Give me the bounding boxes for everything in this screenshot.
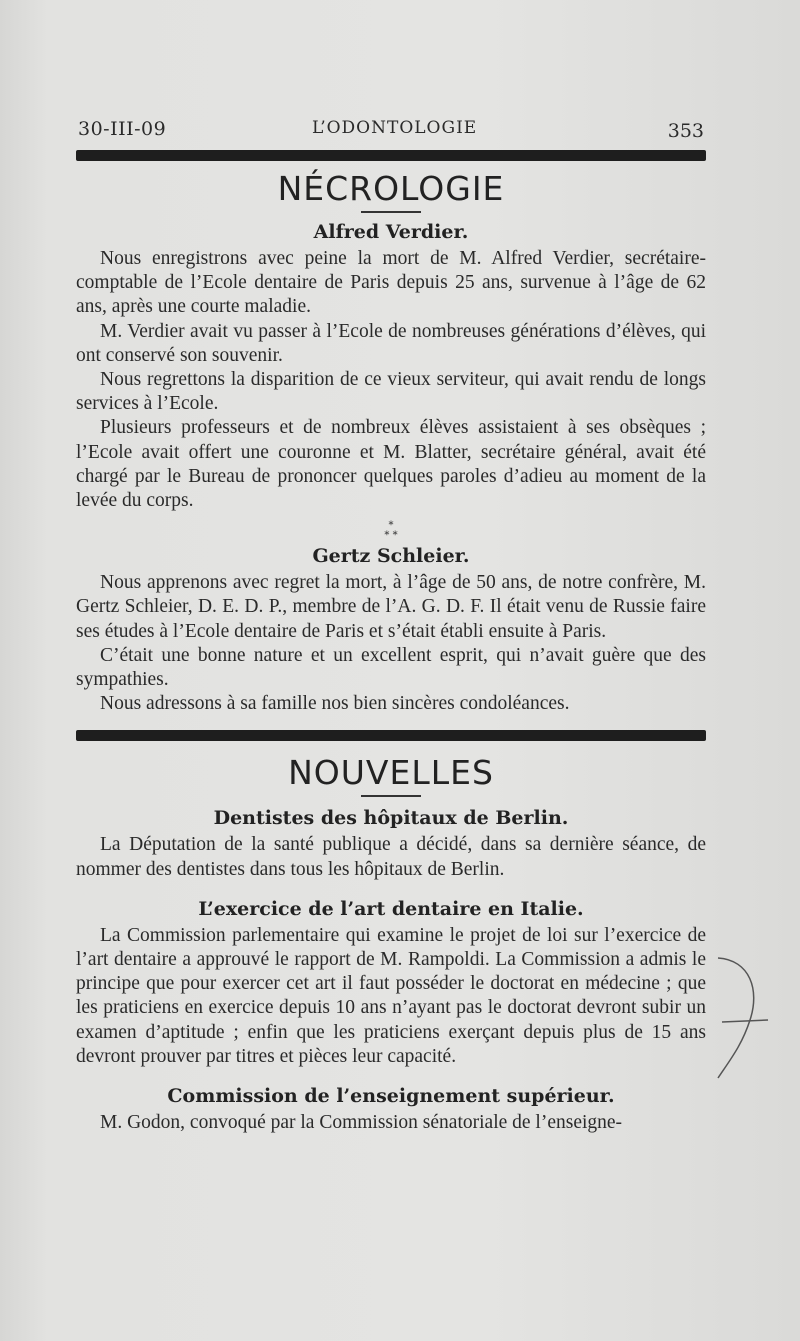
section-rule-nouvelles [76, 730, 706, 741]
news-heading-italie: L’exercice de l’art dentaire en Italie. [198, 897, 584, 920]
news-heading-commission: Commission de l’enseignement supérieur. [167, 1085, 615, 1108]
title-underline [361, 211, 421, 213]
paragraph: Nous adressons à sa famille nos bien sincères condoléances. [100, 693, 570, 715]
obituary-schleier-text [76, 571, 706, 716]
page-content [76, 112, 706, 1135]
obituary-name-verdier: Alfred Verdier. [313, 221, 469, 243]
paragraph: C’était une bonne nature et un excellent esprit, qui n’avait guère que des sympathies. [76, 644, 706, 691]
section-title-nouvelles: NOUVELLES [288, 753, 494, 793]
running-header [76, 112, 706, 146]
asterism-separator: * * * [384, 520, 398, 542]
paragraph: Plusieurs professeurs et de nombreux élèves assistaient à ses obsèques ; l’Ecole avait offert une couronne et M. Blatter, secrétaire général, avait été chargé par le Bureau de prononcer quelques paroles d’adieu au moment de la levée du corps. [76, 417, 706, 512]
paragraph: La Députation de la santé publique a décidé, dans sa dernière séance, de nommer des dentistes dans tous les hôpitaux de Berlin. [76, 834, 706, 880]
news-heading-berlin: Dentistes des hôpitaux de Berlin. [213, 807, 569, 830]
section-title-necrologie: NÉCROLOGIE [277, 169, 505, 208]
page-number: 353 [667, 120, 704, 142]
paragraph: Nous enregistrons avec peine la mort de M. Alfred Verdier, secrétaire-comptable de l’Ecole dentaire de Paris depuis 25 ans, survenue à l’âge de 62 ans, après une courte maladie. [76, 248, 706, 318]
paragraph: La Commission parlementaire qui examine le projet de loi sur l’exercice de l’art dentaire a approuvé le rapport de M. Rampoldi. La Commission a admis le principe que pour exercer cet art il faut posséder le doctorat en médecine ; que les praticiens en exercice depuis 10 ans n’ayant pas le doctorat devront subir un examen d’aptitude ; enfin que les praticiens exerçant depuis plus de 15 ans devront prouver par titres et pièces leur capacité. [76, 924, 706, 1067]
obituary-name-schleier: Gertz Schleier. [312, 545, 470, 568]
section-rule-necrologie [76, 150, 706, 161]
news-berlin-text [76, 833, 706, 881]
news-commission-text [76, 1111, 706, 1135]
news-italie-text [76, 924, 706, 1069]
handwritten-margin-mark [710, 950, 770, 1090]
paragraph: M. Godon, convoqué par la Commission sénatoriale de l’enseigne- [100, 1112, 623, 1134]
title-underline [361, 795, 421, 797]
issue-date: 30-III-09 [78, 118, 167, 140]
paragraph: Nous regrettons la disparition de ce vieux serviteur, qui avait rendu de longs services à l’Ecole. [76, 369, 706, 415]
paragraph: M. Verdier avait vu passer à l’Ecole de nombreuses générations d’élèves, qui ont conservé son souvenir. [76, 320, 706, 366]
journal-title: L’ODONTOLOGIE [312, 118, 478, 138]
obituary-verdier-text [76, 247, 706, 513]
paragraph: Nous apprenons avec regret la mort, à l’âge de 50 ans, de notre confrère, M. Gertz Schleier, D. E. D. P., membre de l’A. G. D. F. Il était venu de Russie faire ses études à l’Ecole dentaire de Paris et s’était établi ensuite à Paris. [76, 572, 706, 642]
